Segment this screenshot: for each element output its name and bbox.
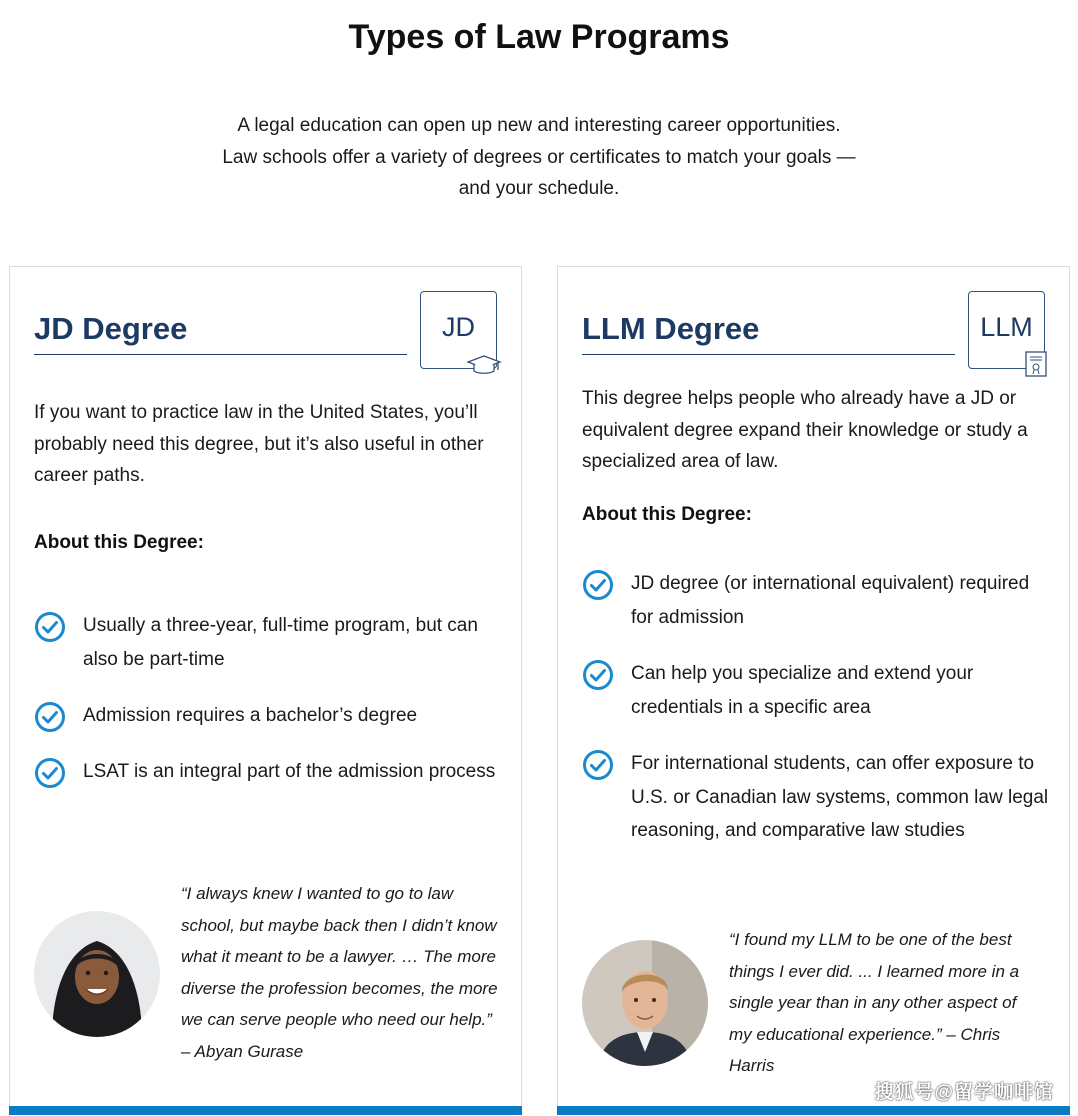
card-header [582, 291, 1045, 371]
list-item-text: For international students, can offer exposure to U.S. or Canadian law systems, common law legal reasoning, and comparative law studies [631, 753, 1049, 841]
card-accent-bar [9, 1106, 522, 1115]
check-circle-icon [34, 701, 66, 733]
check-circle-icon [34, 611, 66, 643]
llm-degree-card [557, 266, 1070, 1116]
intro-line: and your schedule. [458, 178, 620, 199]
card-title: LLM Degree [582, 311, 760, 346]
intro-line: Law schools offer a variety of degrees or certificates to match your goals — [222, 146, 856, 168]
degree-feature-list [34, 609, 504, 788]
person-portrait-icon [582, 940, 708, 1066]
list-item-text: Usually a three-year, full-time program, but can also be part-time [83, 615, 478, 670]
list-item [582, 747, 1052, 848]
check-circle-icon [34, 757, 66, 789]
jd-badge [420, 291, 497, 369]
list-item-text: JD degree (or international equivalent) required for admission [631, 573, 1030, 628]
title-divider [34, 354, 407, 355]
about-label: About this Degree: [34, 532, 204, 553]
intro-text [0, 110, 1078, 205]
list-item [582, 567, 1052, 634]
graduation-cap-icon [466, 354, 502, 378]
badge-label: JD [442, 312, 475, 342]
card-description: This degree helps people who already have a JD or equivalent degree expand their knowledge or study a specialized area of law. [582, 388, 1028, 472]
certificate-icon [1024, 350, 1050, 378]
testimonial-quote: “I always knew I wanted to go to law school, but maybe back then I didn’t know what it meant to be a lawyer. … The more diverse the profession becomes, the more we can serve people who need our help.” – Abyan Gurase [181, 884, 498, 1061]
list-item-text: LSAT is an integral part of the admission process [83, 760, 496, 782]
title-divider [582, 354, 955, 355]
avatar [582, 940, 708, 1066]
check-circle-icon [582, 749, 614, 781]
person-portrait-icon [34, 911, 160, 1037]
list-item-text: Admission requires a bachelor’s degree [83, 705, 418, 726]
list-item [34, 609, 504, 676]
badge-label: LLM [980, 312, 1033, 342]
watermark: 搜狐号@留学咖啡馆 [874, 1082, 1054, 1103]
check-circle-icon [582, 659, 614, 691]
page-title: Types of Law Programs [348, 18, 730, 56]
degree-feature-list [582, 567, 1052, 848]
intro-line: A legal education can open up new and interesting career opportunities. [237, 115, 841, 136]
list-item [582, 657, 1052, 724]
jd-degree-card [9, 266, 522, 1116]
card-description: If you want to practice law in the United States, you’ll probably need this degree, but it’s also useful in other career paths. [34, 402, 484, 486]
check-circle-icon [582, 569, 614, 601]
list-item [34, 699, 504, 733]
card-accent-bar [557, 1106, 1070, 1115]
card-header [34, 291, 497, 371]
list-item-text: Can help you specialize and extend your credentials in a specific area [631, 663, 974, 718]
about-label: About this Degree: [582, 504, 752, 525]
llm-badge [968, 291, 1045, 369]
testimonial-quote: “I found my LLM to be one of the best things I ever did. ... I learned more in a single year than in any other aspect of my educational experience.” – Chris Harris [729, 930, 1020, 1075]
list-item [34, 755, 504, 789]
avatar [34, 911, 160, 1037]
card-title: JD Degree [34, 311, 188, 346]
